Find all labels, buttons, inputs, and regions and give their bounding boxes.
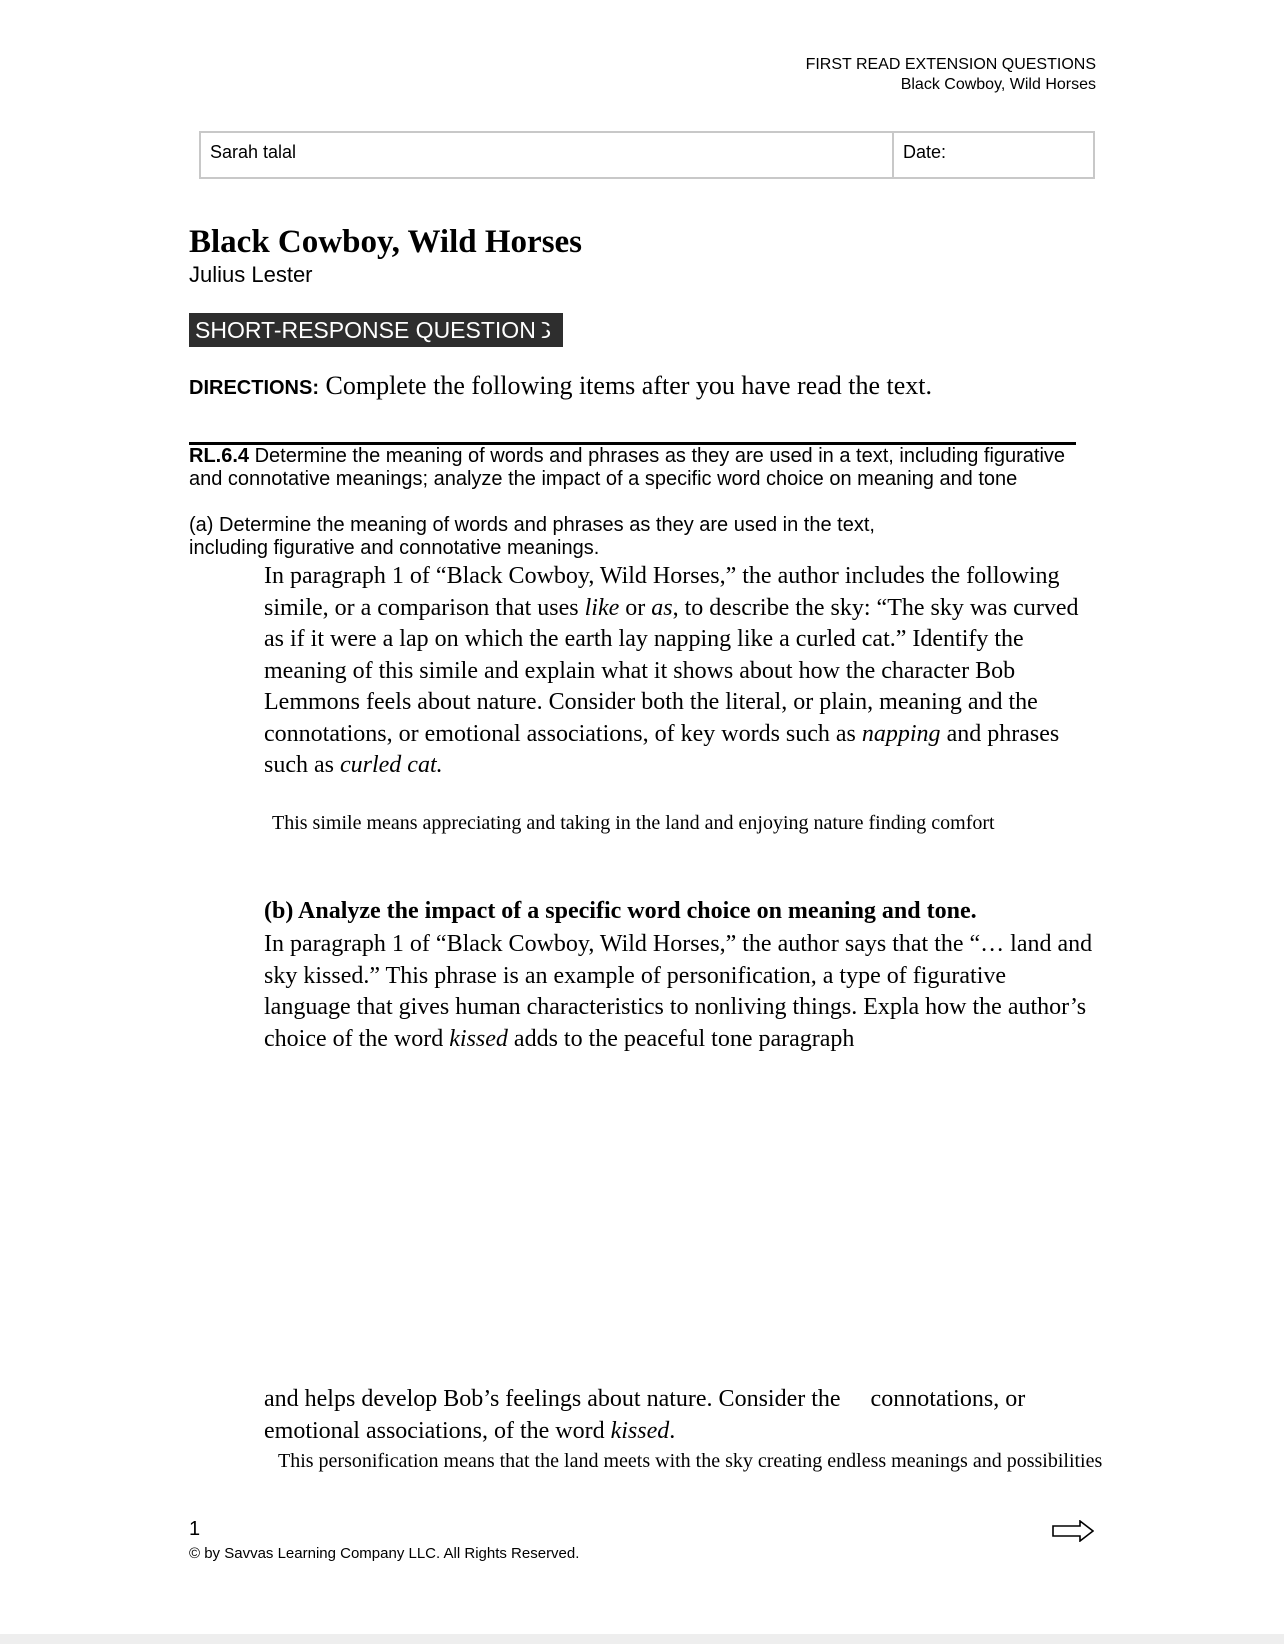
directions-label: DIRECTIONS: (189, 377, 319, 399)
header-line-2: Black Cowboy, Wild Horses (900, 76, 1096, 93)
question-b-heading: (b) Analyze the impact of a specific word choice on meaning and tone. (264, 898, 977, 924)
directions (189, 371, 932, 401)
standard-description (189, 445, 1079, 491)
standard-code: RL.6.4 (189, 445, 250, 467)
name-field[interactable]: Sarah talal (201, 133, 894, 177)
standard-text: Determine the meaning of words and phrases as they are used in a text, including figurative and connotative meanings; analyze the impact of a specific word choice on meaning and tone (189, 445, 1066, 490)
question-b-continuation: and helps develop Bob’s feelings about nature. Consider the connotations, or emotional associations, of the word kissed. (264, 1386, 1032, 1444)
part-a-description: (a) Determine the meaning of words and phrases as they are used in the text, including figurative and connotative meanings. (189, 514, 875, 559)
directions-text: Complete the following items after you have read the text. (319, 371, 932, 400)
page-number: 1 (189, 1518, 201, 1540)
right-arrow-icon-graphic (1052, 1520, 1094, 1542)
page-title: Black Cowboy, Wild Horses (189, 224, 583, 260)
question-b-prompt: In paragraph 1 of “Black Cowboy, Wild Horses,” the author says that the “… land and sky kissed.” This phrase is an example of personification, a type of figurative language that gives human characteristics to nonliving things. Expla how the author’s choice of the word kissed adds to the peaceful tone paragraph (264, 931, 1093, 1052)
answer-b[interactable]: This personification means that the land meets with the sky creating endless meanings and possibilities (278, 1450, 1103, 1472)
right-arrow-icon[interactable] (1052, 1520, 1094, 1547)
copyright-notice: © by Savvas Learning Company LLC. All Rights Reserved. (189, 1545, 580, 1562)
date-field[interactable]: Date: (903, 142, 947, 162)
question-a-prompt: In paragraph 1 of “Black Cowboy, Wild Horses,” the author includes the following simile, or a comparison that uses like or as, to describe the sky: “The sky was curved as if it were a lap on which the earth lay napping like a curled cat.” Identify the meaning of this simile and explain what it shows about how the character Bob Lemmons feels about nature. Consider both the literal, or plain, meaning and the connotations, or emotional associations, of key words such as napping and phrases such as curled cat. (264, 563, 1079, 778)
banner-arrow-shape (535, 313, 547, 347)
header-line-1: FIRST READ EXTENSION QUESTIONS (805, 56, 1096, 73)
author-name: Julius Lester (189, 262, 313, 287)
section-banner: SHORT-RESPONSE QUESTIONS (189, 313, 563, 347)
name-date-table (199, 131, 1095, 179)
answer-a[interactable]: This simile means appreciating and taking in the land and enjoying nature finding comfort (272, 812, 995, 834)
running-header (806, 55, 1096, 95)
viewer-bottom-bar (0, 1634, 1284, 1644)
